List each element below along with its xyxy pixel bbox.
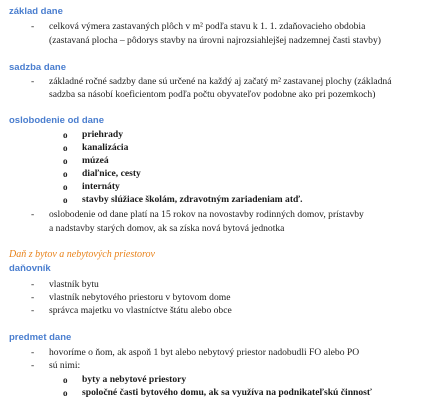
dash-marker: - [31,209,35,220]
heading-danovnik: daňovník [9,263,51,274]
bullet-marker: o [63,388,68,398]
predmet-dane-bullet-2: spoločné časti bytového domu, ak sa využíva na podnikateľskú činnosť [82,387,372,398]
oslobodenie-bullet-6: stavby slúžiace školám, zdravotným zariadeniam atď. [82,194,303,205]
dash-marker: - [31,360,35,371]
bullet-marker: o [63,169,68,179]
bullet-marker: o [63,156,68,166]
oslobodenie-bullet-3: múzeá [82,155,109,166]
heading-predmet-dane: predmet dane [9,332,72,343]
sadzba-dane-text-line-2: sadzba sa násobí koeficientom podľa počtu obyvateľov podobne ako pri pozemkoch) [49,89,376,100]
predmet-dane-item-2: sú nimi: [49,360,81,371]
sadzba-dane-text-line-1: základné ročné sadzby dane sú určené na každý aj začatý m² zastavanej plochy (základná [49,76,392,87]
oslobodenie-bullet-5: internáty [82,181,120,192]
bullet-marker: o [63,182,68,192]
dash-marker: - [31,305,35,316]
oslobodenie-text-line-2: a nadstavby starých domov, ak sa získa nová bytová jednotka [49,223,285,234]
heading-sadzba-dane: sadzba dane [9,62,67,73]
heading-zaklad-dane: základ dane [9,6,63,17]
bullet-marker: o [63,375,68,385]
danovnik-item-3: správca majetku vo vlastníctve štátu alebo obce [49,305,232,316]
dash-marker: - [31,21,35,32]
predmet-dane-item-1: hovoríme o ňom, ak aspoň 1 byt alebo nebytový priestor nadobudli FO alebo PO [49,347,360,358]
oslobodenie-bullet-4: diaľnice, cesty [82,168,141,179]
heading-oslobodenie-od-dane: oslobodenie od dane [9,115,105,126]
bullet-marker: o [63,143,68,153]
dash-marker: - [31,292,35,303]
dash-marker: - [31,279,35,290]
dash-marker: - [31,347,35,358]
bullet-marker: o [63,130,68,140]
bullet-marker: o [63,195,68,205]
heading-dan-z-bytov: Daň z bytov a nebytových priestorov [9,249,155,260]
danovnik-item-1: vlastník bytu [49,279,99,290]
oslobodenie-bullet-1: priehrady [82,129,124,140]
zaklad-dane-text-line-1: celková výmera zastavaných plôch v m² podľa stavu k 1. 1. zdaňovacieho obdobia [49,21,366,32]
predmet-dane-bullet-1: byty a nebytové priestory [82,374,187,385]
danovnik-item-2: vlastník nebytového priestoru v bytovom dome [49,292,231,303]
zaklad-dane-text-line-2: (zastavaná plocha – pôdorys stavby na úrovni najrozsiahlejšej nadzemnej časti stavby) [49,35,381,46]
oslobodenie-text-line-1: oslobodenie od dane platí na 15 rokov na novostavby rodinných domov, prístavby [49,209,364,220]
dash-marker: - [31,76,35,87]
oslobodenie-bullet-2: kanalizácia [82,142,129,153]
